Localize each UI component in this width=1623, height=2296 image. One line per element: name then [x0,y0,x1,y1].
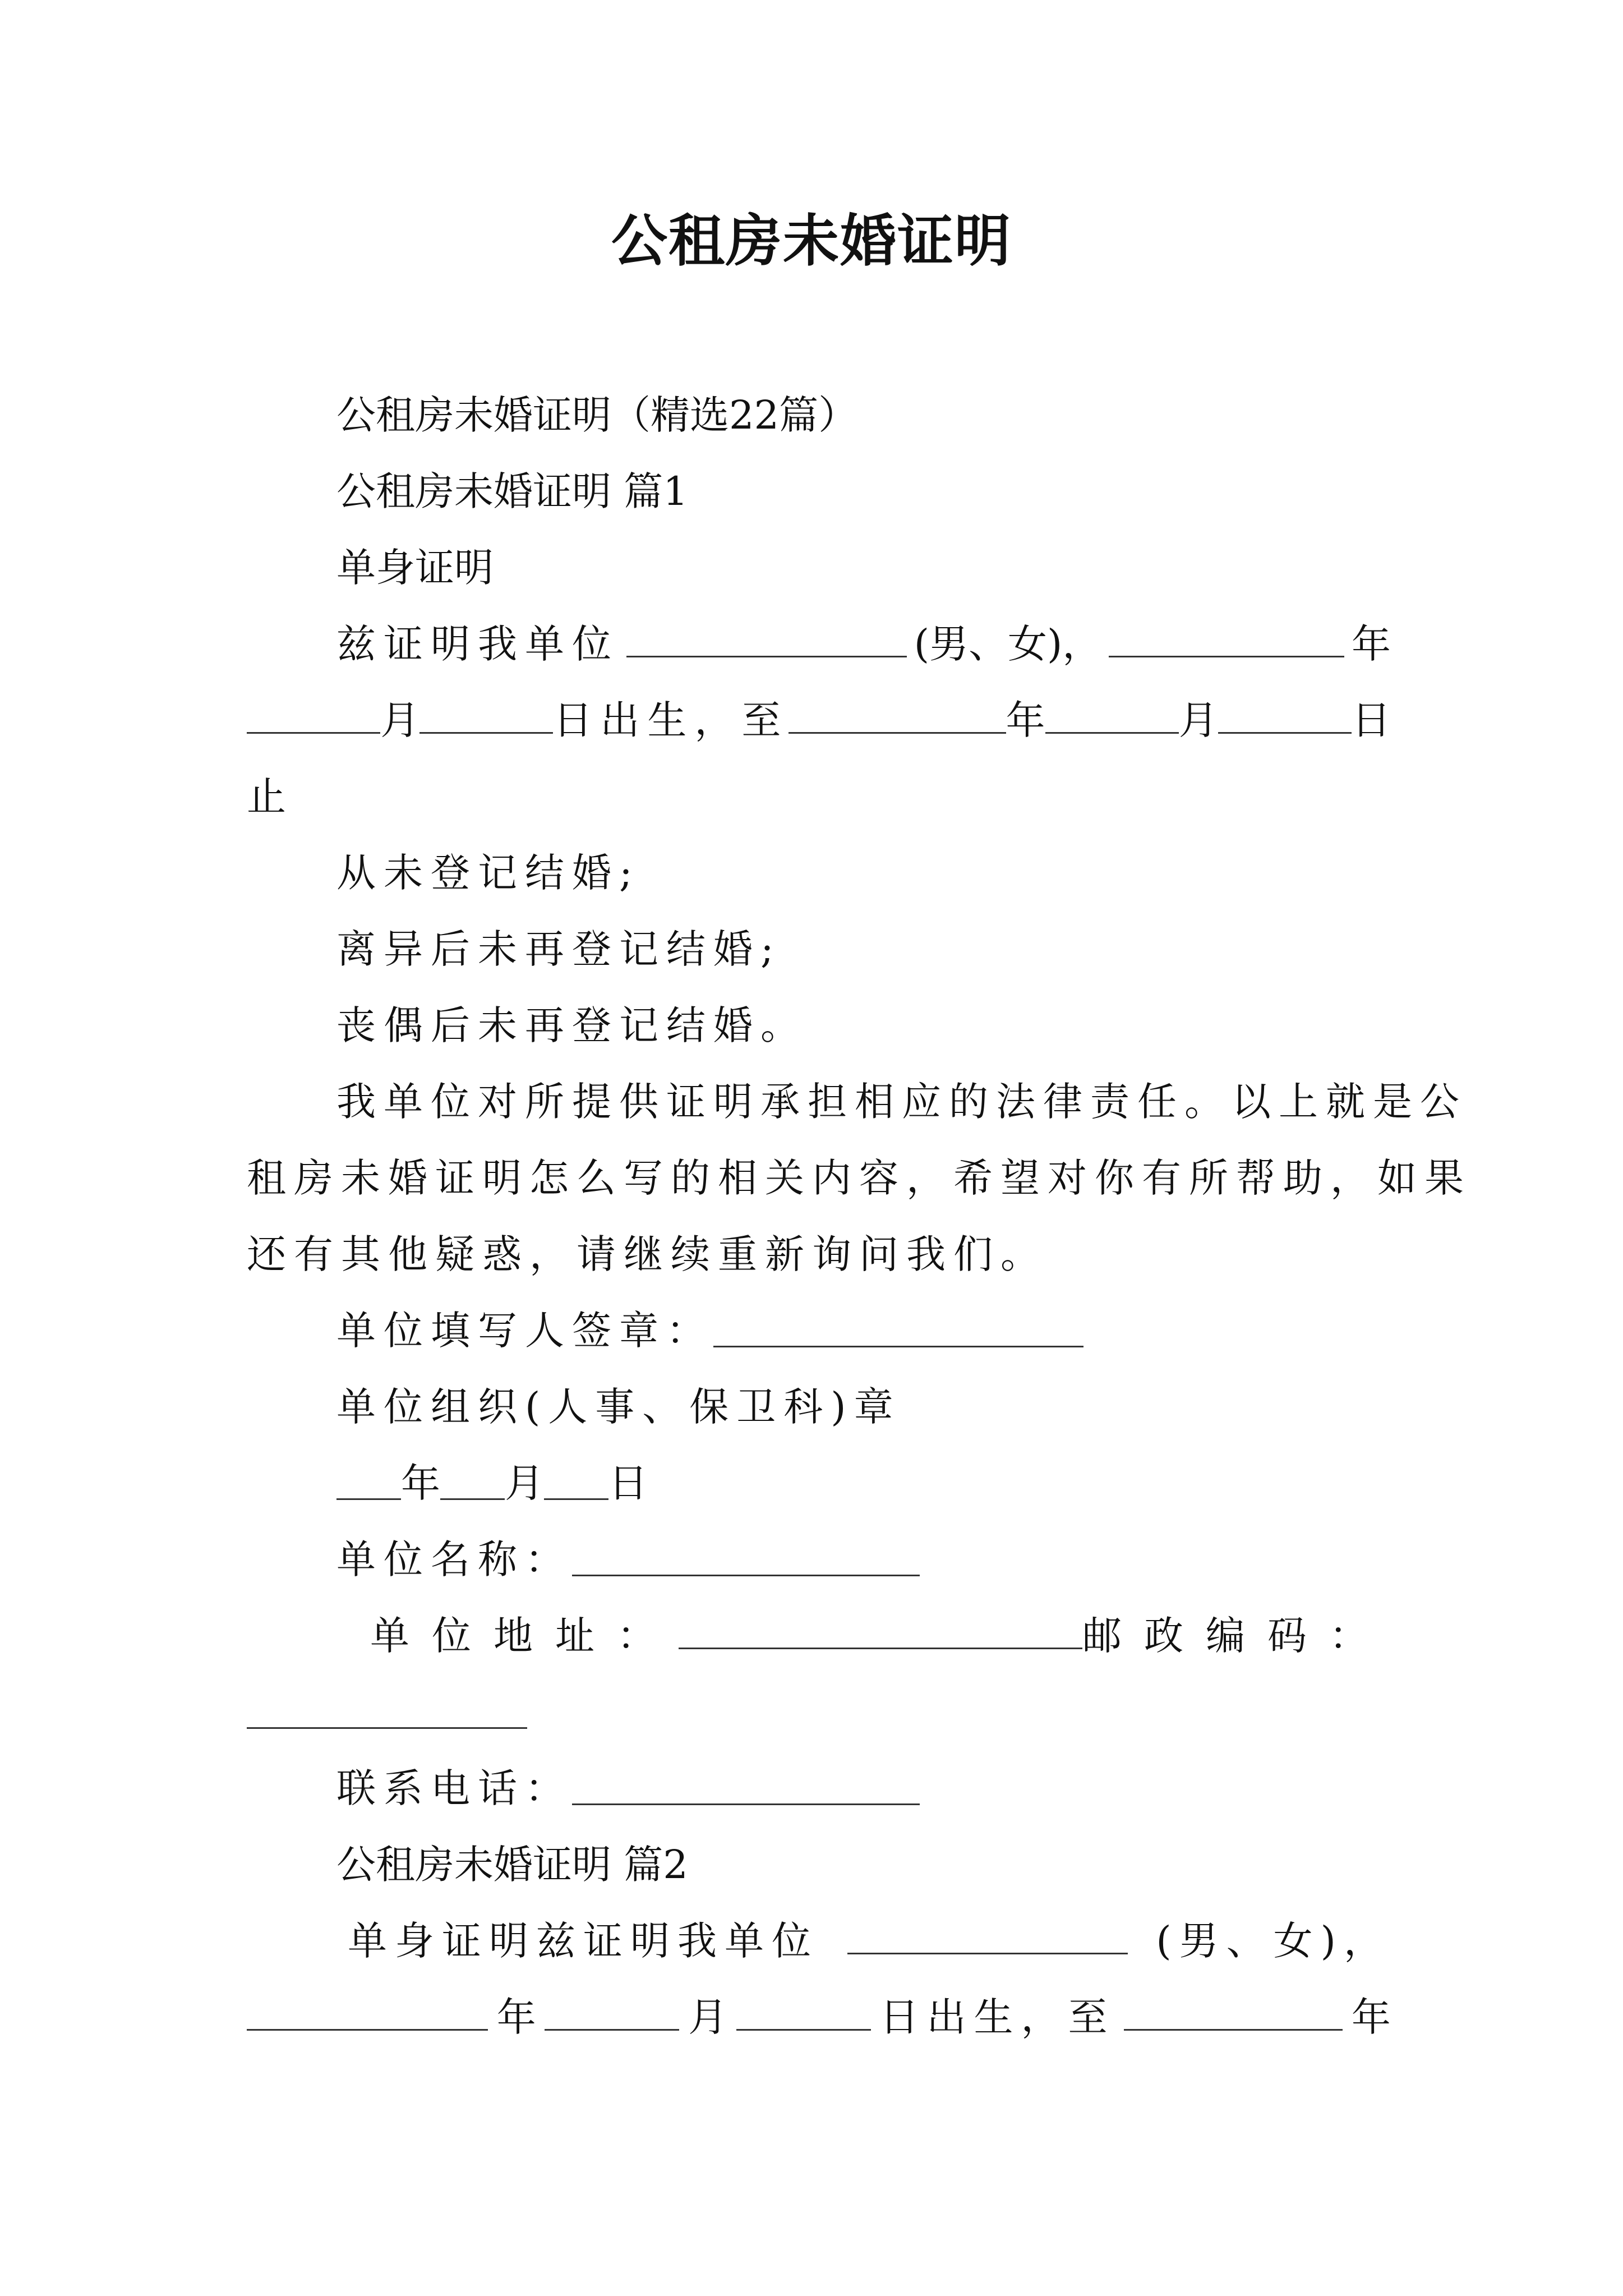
section-1-heading: 公租房未婚证明 篇1 [336,468,688,514]
gender-options: (男、女)， [914,621,1102,667]
cert-intro-line [336,616,1391,672]
end-year-label: 年 [1006,697,1045,743]
unit-name-label: 单位名称： [336,1536,572,1582]
option-divorced: 离异后未再登记结婚; [336,926,782,972]
org-stamp-label: 单位组织(人事、保卫科)章 [336,1384,901,1430]
date-line [336,1455,648,1511]
address-line [370,1608,1391,1664]
section-2-day-blank [736,2029,871,2031]
postal-code-label: 邮政编码： [1082,1613,1391,1659]
certificate-title: 单身证明 [336,545,494,591]
section-2-month-label: 月 [688,1994,728,2040]
date-month-label: 月 [505,1460,544,1506]
end-day-blank [1218,732,1352,734]
date-year-label: 年 [401,1460,440,1506]
phone-label: 联系电话： [336,1765,572,1811]
section-2-name-blank [847,1953,1128,1954]
section-2-gender-options: (男、女)， [1156,1918,1391,1964]
section-2-birth-to-text: 日出生，至 [879,1994,1115,2040]
section-2-heading: 公租房未婚证明 篇2 [336,1842,688,1888]
section-2-intro-line [348,1913,1391,1969]
birth-date-line [247,692,1391,748]
end-day-label: 日 [1351,697,1391,743]
end-year-blank [789,732,1006,734]
postal-code-blank [247,1727,527,1729]
end-month-blank [1045,732,1179,734]
unit-name-blank [572,1575,920,1576]
option-never-married: 从未登记结婚; [336,850,640,896]
unit-name-line [336,1531,920,1588]
date-day-label: 日 [608,1460,648,1506]
section-2-year-blank [247,2029,488,2031]
section-2-end-year-label: 年 [1351,1994,1391,2040]
phone-blank [572,1803,920,1805]
unit-address-label: 单位地址： [370,1613,679,1659]
date-year-blank [336,1498,401,1500]
unit-address-blank [679,1648,1082,1649]
paragraph-line-2: 租房未婚证明怎么写的相关内容，希望对你有所帮助，如果 [247,1155,1472,1201]
paragraph-line-1: 我单位对所提供证明承担相应的法律责任。以上就是公 [336,1079,1467,1125]
section-2-date-line [247,1989,1391,2045]
birth-month-blank [247,732,380,734]
signer-label: 单位填写人签章： [336,1308,713,1354]
document-title: 公租房未婚证明 [611,208,1012,274]
name-blank [626,656,907,657]
birth-to-text: 日出生，至 [553,697,789,743]
document-subtitle: 公租房未婚证明（精选22篇） [336,392,858,438]
section-2-intro-text: 单身证明兹证明我单位 [348,1918,819,1964]
section-2-end-year-blank [1124,2029,1343,2031]
birth-year-label: 年 [1352,621,1391,667]
section-2-month-blank [545,2029,679,2031]
signer-line [336,1303,1083,1359]
section-2-year-label: 年 [496,1994,536,2040]
date-month-blank [440,1498,505,1500]
postal-code-line [247,1684,527,1740]
until-text: 止 [247,774,286,820]
birth-month-label: 月 [380,697,420,743]
birth-day-blank [419,732,553,734]
phone-line [336,1760,920,1816]
signer-blank [713,1346,1083,1347]
birth-year-blank [1109,656,1344,657]
option-widowed: 丧偶后未再登记结婚。 [336,1002,808,1048]
date-day-blank [544,1498,608,1500]
end-month-label: 月 [1178,697,1218,743]
cert-intro-text: 兹证明我单位 [336,621,619,667]
paragraph-line-3: 还有其他疑惑，请继续重新询问我们。 [247,1231,1048,1277]
